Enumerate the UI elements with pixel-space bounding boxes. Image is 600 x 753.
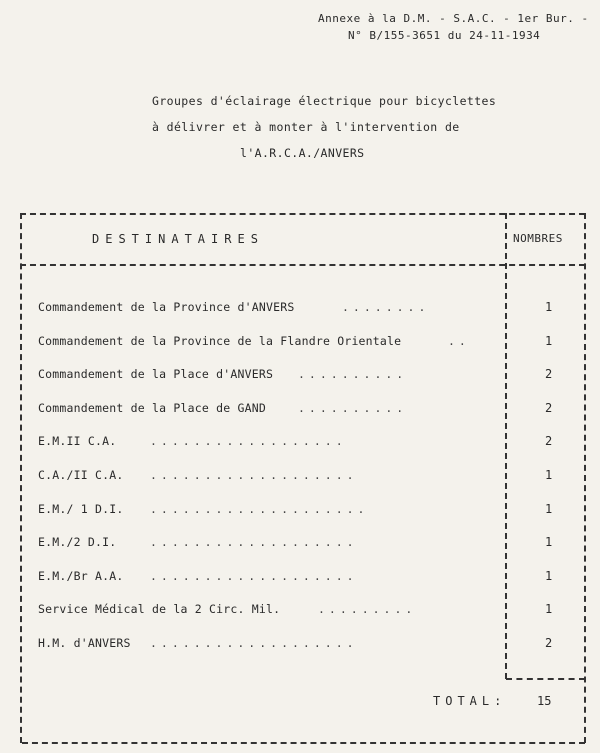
reference-line-2: N° B/155-3651 du 24-11-1934 bbox=[348, 29, 541, 42]
row-number: 1 bbox=[545, 569, 553, 583]
total-value: 15 bbox=[537, 694, 552, 708]
total-label: TOTAL: bbox=[433, 694, 507, 708]
table-row bbox=[38, 367, 518, 385]
table-row bbox=[38, 636, 518, 654]
row-recipient: E.M.II C.A. bbox=[38, 434, 117, 448]
row-recipient: E.M./ 1 D.I. bbox=[38, 502, 124, 516]
table-row bbox=[38, 602, 518, 620]
table-row bbox=[38, 401, 518, 419]
table-bottom-border bbox=[22, 742, 585, 744]
title-line-1: Groupes d'éclairage électrique pour bicyclettes bbox=[152, 94, 497, 108]
row-leader-dots: ........ bbox=[342, 300, 430, 314]
table-top-border bbox=[20, 213, 585, 215]
row-leader-dots: .......... bbox=[298, 401, 408, 415]
row-number: 1 bbox=[545, 468, 553, 482]
row-recipient: Commandement de la Place de GAND bbox=[38, 401, 266, 415]
table-number-column-bottom bbox=[506, 678, 585, 680]
row-recipient: Commandement de la Province d'ANVERS bbox=[38, 300, 295, 314]
row-number: 1 bbox=[545, 300, 553, 314]
row-number: 2 bbox=[545, 636, 553, 650]
row-leader-dots: .......... bbox=[298, 367, 408, 381]
table-right-border bbox=[584, 213, 586, 743]
table-row bbox=[38, 468, 518, 486]
table-row bbox=[38, 535, 518, 553]
row-recipient: E.M./2 D.I. bbox=[38, 535, 117, 549]
title-line-2: à délivrer et à monter à l'intervention de bbox=[152, 120, 460, 134]
table-header-separator bbox=[20, 264, 585, 266]
row-leader-dots: ................... bbox=[150, 468, 358, 482]
title-line-3: l'A.R.C.A./ANVERS bbox=[240, 146, 365, 160]
table-row bbox=[38, 569, 518, 587]
table-left-border bbox=[20, 213, 22, 743]
row-recipient: E.M./Br A.A. bbox=[38, 569, 124, 583]
table-row bbox=[38, 502, 518, 520]
row-leader-dots: ................... bbox=[150, 636, 358, 650]
header-destinataires: DESTINATAIRES bbox=[92, 232, 264, 246]
row-number: 2 bbox=[545, 367, 553, 381]
table-row bbox=[38, 300, 518, 318]
row-leader-dots: ......... bbox=[318, 602, 417, 616]
row-number: 1 bbox=[545, 535, 553, 549]
row-leader-dots: .................. bbox=[150, 434, 347, 448]
row-number: 2 bbox=[545, 434, 553, 448]
row-number: 1 bbox=[545, 502, 553, 516]
row-leader-dots: .................... bbox=[150, 502, 369, 516]
row-number: 1 bbox=[545, 334, 553, 348]
row-number: 2 bbox=[545, 401, 553, 415]
row-recipient: Service Médical de la 2 Circ. Mil. bbox=[38, 602, 281, 616]
row-recipient: Commandement de la Place d'ANVERS bbox=[38, 367, 274, 381]
row-recipient: Commandement de la Province de la Flandre Orientale bbox=[38, 334, 402, 348]
row-leader-dots: .. bbox=[448, 334, 470, 348]
row-recipient: C.A./II C.A. bbox=[38, 468, 124, 482]
row-leader-dots: ................... bbox=[150, 569, 358, 583]
row-recipient: H.M. d'ANVERS bbox=[38, 636, 131, 650]
row-number: 1 bbox=[545, 602, 553, 616]
row-leader-dots: ................... bbox=[150, 535, 358, 549]
reference-line-1: Annexe à la D.M. - S.A.C. - 1er Bur. - bbox=[318, 12, 589, 25]
table-row bbox=[38, 434, 518, 452]
header-nombres: NOMBRES bbox=[513, 232, 563, 245]
table-row bbox=[38, 334, 518, 352]
